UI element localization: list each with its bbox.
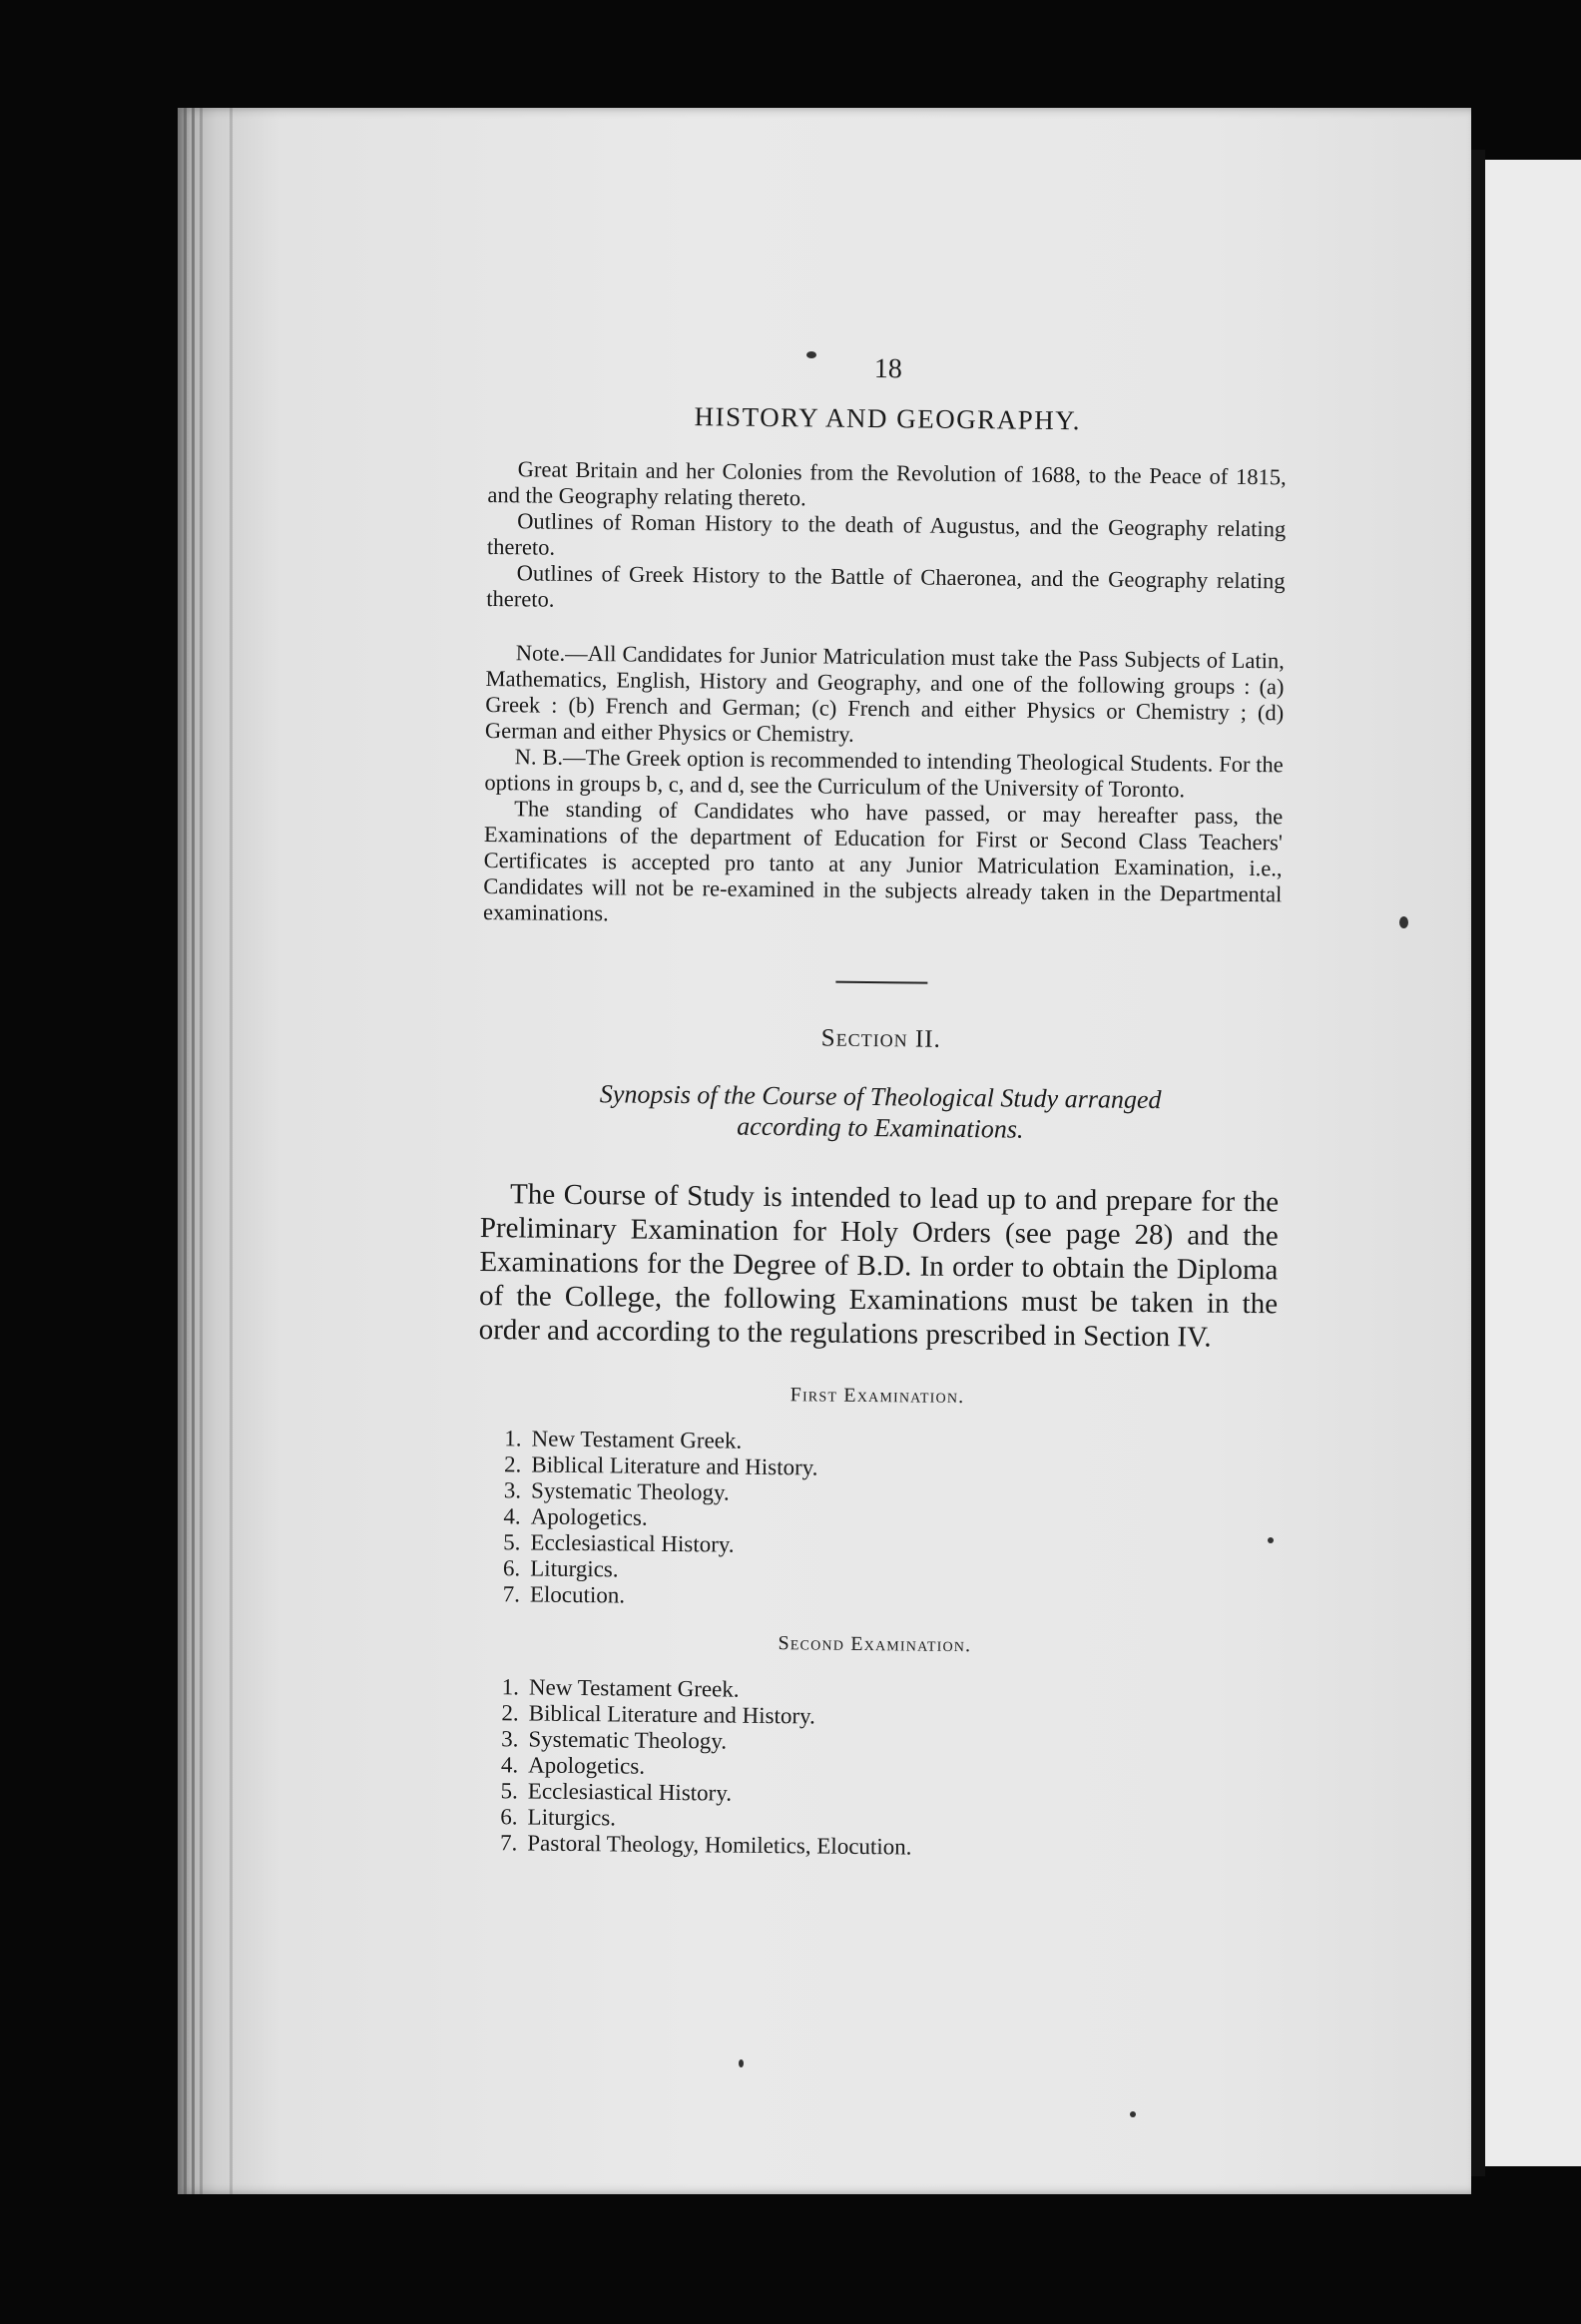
- item-text: New Testament Greek.: [528, 1674, 740, 1702]
- history-section: [486, 456, 1287, 620]
- synopsis-line: according to Examinations.: [737, 1111, 1024, 1144]
- page-content: [473, 349, 1288, 1886]
- item-text: New Testament Greek.: [531, 1426, 743, 1453]
- history-paragraph: Outlines of Roman History to the death of Augustus, and the Geography relating thereto.: [486, 508, 1287, 560]
- item-number: 6.: [502, 1555, 521, 1581]
- binding-edge: [230, 108, 233, 2194]
- item-number: 7.: [502, 1581, 521, 1607]
- course-intro-paragraph: The Course of Study is intended to lead up to and prepare for the Preliminary Examination for Holy Orders (see page 28) and the Examinations for the Degree of B.D. In order to obtain the Diploma of the College, the following Examinations must be taken in the order and according to the regulations prescribed in Section IV.: [478, 1178, 1280, 1354]
- item-number: 4.: [500, 1752, 519, 1778]
- item-number: 2.: [503, 1452, 522, 1477]
- item-number: 5.: [503, 1529, 521, 1555]
- second-examination-list: [473, 1674, 1274, 1864]
- item-number: 2.: [501, 1700, 519, 1726]
- section-divider: [835, 981, 927, 984]
- history-paragraph: Outlines of Greek History to the Battle of Chaeronea, and the Geography relating thereto.: [486, 560, 1286, 612]
- note-paragraph: Note.—All Candidates for Junior Matriculation must take the Pass Subjects of Latin, Mathematics, English, History and Geography, and one of the following groups : (a) Greek : (b) French and German; (c) French and either Physics or Chemistry ; (d) German and either Physics or Chemistry.: [484, 640, 1285, 747]
- adjacent-page-edge: [1471, 160, 1581, 2166]
- binding-edge: [184, 108, 187, 2194]
- note-paragraph: N. B.—The Greek option is recommended to intending Theological Students. For the options in groups b, c, and d, see the Curriculum of the University of Toronto.: [484, 744, 1284, 803]
- item-text: Liturgics.: [530, 1555, 619, 1582]
- item-number: 3.: [501, 1726, 519, 1752]
- item-number: 7.: [499, 1830, 518, 1856]
- item-number: 4.: [503, 1503, 521, 1529]
- synopsis-line: Synopsis of the Course of Theological Study arranged: [599, 1079, 1162, 1115]
- page-number: 18: [873, 353, 902, 385]
- item-number: 3.: [503, 1477, 522, 1503]
- item-text: Systematic Theology.: [528, 1726, 728, 1754]
- item-text: Ecclesiastical History.: [530, 1529, 735, 1557]
- matriculation-note: [483, 640, 1285, 933]
- item-number: 1.: [504, 1426, 522, 1452]
- item-text: Systematic Theology.: [530, 1477, 730, 1505]
- item-text: Apologetics.: [528, 1752, 646, 1779]
- ink-speck: [1399, 916, 1408, 928]
- item-number: 6.: [500, 1804, 518, 1830]
- second-examination-heading: Second Examination.: [778, 1632, 972, 1657]
- item-text: Apologetics.: [530, 1503, 648, 1530]
- ink-speck: [739, 2059, 744, 2067]
- note-paragraph: The standing of Candidates who have passed, or may hereafter pass, the Examinations of the department of Education for First or Second Class Teachers' Certificates is accepted pro tanto at any Junior Matriculation Examination, i.e., Candidates will not be re-examined in the subjects already taken in the Departmental examinations.: [482, 796, 1284, 926]
- item-text: Biblical Literature and History.: [531, 1452, 818, 1480]
- history-paragraph: Great Britain and her Colonies from the Revolution of 1688, to the Peace of 1815, and the Geography relating thereto.: [487, 456, 1287, 511]
- binding-edge: [192, 108, 195, 2194]
- item-text: Liturgics.: [527, 1804, 617, 1831]
- item-text: Elocution.: [529, 1581, 626, 1608]
- item-number: 5.: [500, 1778, 519, 1804]
- first-examination-list: [476, 1426, 1277, 1615]
- item-text: Ecclesiastical History.: [527, 1778, 733, 1806]
- section-title: Section II.: [820, 1024, 941, 1053]
- item-number: 1.: [501, 1674, 520, 1700]
- item-text: Biblical Literature and History.: [528, 1700, 816, 1729]
- ink-speck: [1130, 2111, 1136, 2117]
- page-divider: [1471, 150, 1485, 2176]
- binding-edge: [200, 108, 203, 2194]
- history-geography-heading: HISTORY AND GEOGRAPHY.: [694, 401, 1082, 436]
- synopsis-heading: [481, 1077, 1281, 1147]
- item-text: Pastoral Theology, Homiletics, Elocution.: [527, 1830, 912, 1860]
- first-examination-heading: First Examination.: [790, 1384, 965, 1409]
